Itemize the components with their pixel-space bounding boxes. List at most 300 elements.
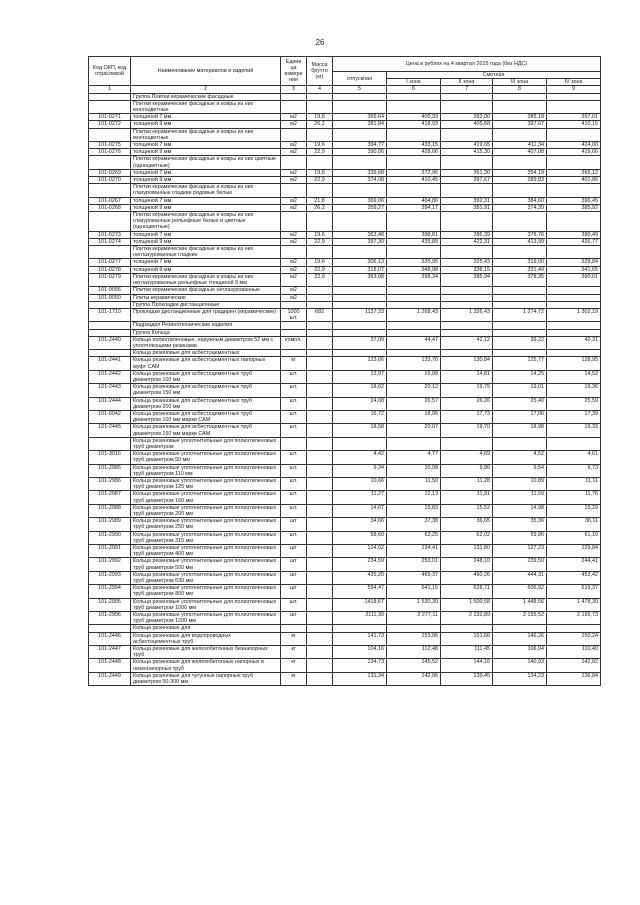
code-cell	[89, 322, 131, 329]
price-table	[88, 56, 601, 686]
price-zone2-cell	[441, 322, 493, 329]
name-cell: толщиной 7 мм	[131, 259, 281, 266]
price-zone1-cell	[387, 301, 441, 308]
name-cell: Плитки керамические фасадные неглазурованные	[131, 287, 281, 294]
code-cell: 101-6042	[89, 410, 131, 423]
unit-cell: м2	[281, 114, 307, 121]
price-zone4-cell: 426,77	[547, 238, 601, 245]
price-zone2-cell: 11,91	[441, 491, 493, 504]
code-cell: 101-0278	[89, 266, 131, 273]
price-zone3-cell: 374,39	[493, 204, 547, 211]
price-zone3-cell: 354,19	[493, 169, 547, 176]
price-zone4-cell	[547, 128, 601, 141]
price-zone3-cell: 127,23	[493, 545, 547, 558]
code-cell	[89, 437, 131, 450]
price-release-cell: 397,30	[333, 238, 387, 245]
mass-cell	[307, 100, 333, 113]
unit-cell: шт.	[281, 451, 307, 464]
price-zone2-cell: 36,65	[441, 518, 493, 531]
price-release-cell	[333, 329, 387, 336]
mass-cell: 19,6	[307, 142, 333, 149]
unit-cell: м2	[281, 204, 307, 211]
price-zone3-cell: 25,40	[493, 397, 547, 410]
name-cell: Кольца резиновые уплотнительные для полиэтиленовых труб диаметром 800 мм	[131, 585, 281, 598]
header-zone-1: I зона	[387, 79, 441, 86]
unit-cell: м2	[281, 121, 307, 128]
mass-cell	[307, 491, 333, 504]
code-cell: 101-9050	[89, 294, 131, 301]
price-release-cell: 11,27	[333, 491, 387, 504]
price-zone1-cell	[387, 184, 441, 197]
unit-cell: кг	[281, 659, 307, 672]
price-zone2-cell: 325,43	[441, 259, 493, 266]
price-zone3-cell: 4,52	[493, 451, 547, 464]
price-release-cell: 369,06	[333, 197, 387, 204]
column-number: 6	[387, 86, 441, 93]
mass-cell	[307, 585, 333, 598]
group-row	[89, 128, 601, 141]
table-row	[89, 294, 601, 301]
code-cell: 101-2448	[89, 659, 131, 672]
price-release-cell: 18,62	[333, 384, 387, 397]
price-zone4-cell: 17,39	[547, 410, 601, 423]
mass-cell	[307, 336, 333, 349]
price-zone2-cell: 422,31	[441, 238, 493, 245]
price-zone2-cell: 9,86	[441, 464, 493, 477]
price-release-cell: 369,64	[333, 114, 387, 121]
price-zone3-cell: 606,92	[493, 585, 547, 598]
header-mass: Масса брутто (кг)	[307, 57, 333, 86]
name-cell: Кольца резиновые уплотнительные для полиэтиленовых труб диаметром 630 мм	[131, 571, 281, 584]
price-zone1-cell: 26,57	[387, 397, 441, 410]
unit-cell: м2	[281, 294, 307, 301]
column-number: 3	[281, 86, 307, 93]
name-cell: Группа Кольца	[131, 329, 281, 336]
mass-cell	[307, 464, 333, 477]
unit-cell: кг	[281, 672, 307, 685]
mass-cell	[307, 531, 333, 544]
table-row	[89, 632, 601, 645]
code-cell: 101-0274	[89, 238, 131, 245]
price-release-cell: 18,58	[333, 424, 387, 437]
group-row	[89, 100, 601, 113]
price-zone4-cell: 328,84	[547, 259, 601, 266]
price-zone4-cell: 11,76	[547, 491, 601, 504]
name-cell: Кольца резиновые для железобетонных безнапорных труб	[131, 646, 281, 659]
price-release-cell: 24,68	[333, 397, 387, 410]
table-row	[89, 384, 601, 397]
table-row	[89, 585, 601, 598]
table-row	[89, 659, 601, 672]
price-zone2-cell: 392,00	[441, 114, 493, 121]
price-zone2-cell: 419,65	[441, 142, 493, 149]
unit-cell	[281, 212, 307, 232]
name-cell: Кольца резиновые уплотнительные для полиэтиленовых труб диаметром 1000 мм	[131, 598, 281, 611]
price-zone4-cell	[547, 100, 601, 113]
unit-cell	[281, 246, 307, 259]
group-row	[89, 246, 601, 259]
price-zone1-cell	[387, 294, 441, 301]
name-cell: Кольца резиновые уплотнительные для полиэтиленовых труб диаметром 1200 мм	[131, 612, 281, 625]
mass-cell	[307, 294, 333, 301]
price-zone3-cell: 146,26	[493, 632, 547, 645]
name-cell: толщиной 9 мм	[131, 121, 281, 128]
name-cell: Кольца резиновые уплотнительные для полиэтиленовых труб диаметром 500 мм	[131, 558, 281, 571]
code-cell	[89, 156, 131, 169]
price-zone2-cell: 392,31	[441, 197, 493, 204]
name-cell: Плиты керамические	[131, 294, 281, 301]
name-cell: Плитки керамические фасадные и ковры из них глазурованные рельефные белые и цветные (одноцветные)	[131, 212, 281, 232]
price-release-cell	[333, 350, 387, 357]
mass-cell	[307, 632, 333, 645]
price-release-cell: 124,62	[333, 545, 387, 558]
price-release-cell	[333, 294, 387, 301]
name-cell: Кольца резиновые для асбестоцементных труб диаметром 200 мм	[131, 397, 281, 410]
price-zone2-cell: 4,69	[441, 451, 493, 464]
price-zone2-cell	[441, 350, 493, 357]
price-zone4-cell: 453,42	[547, 571, 601, 584]
price-zone2-cell	[441, 625, 493, 632]
name-cell: Кольца резиновые уплотнительные для полиэтиленовых труб диаметром 250 мм	[131, 518, 281, 531]
price-zone3-cell: 444,31	[493, 571, 547, 584]
price-zone4-cell	[547, 246, 601, 259]
price-zone4-cell	[547, 184, 601, 197]
column-number: 8	[493, 86, 547, 93]
price-release-cell: 363,48	[333, 231, 387, 238]
unit-cell: м2	[281, 231, 307, 238]
price-zone4-cell: 9,73	[547, 464, 601, 477]
mass-cell	[307, 357, 333, 370]
name-cell: Кольца резиновые для асбестоцементных труб диаметром 100 мм	[131, 370, 281, 383]
price-zone1-cell	[387, 625, 441, 632]
group-row	[89, 329, 601, 336]
table-row	[89, 259, 601, 266]
mass-cell	[307, 598, 333, 611]
price-zone4-cell	[547, 156, 601, 169]
price-release-cell	[333, 287, 387, 294]
price-zone2-cell	[441, 329, 493, 336]
code-cell: 101-0275	[89, 142, 131, 149]
price-zone2-cell: 111,45	[441, 646, 493, 659]
unit-cell: шт	[281, 558, 307, 571]
price-zone4-cell: 424,00	[547, 142, 601, 149]
price-zone2-cell: 385,94	[441, 273, 493, 286]
unit-cell: шт.	[281, 410, 307, 423]
price-zone3-cell: 134,23	[493, 672, 547, 685]
price-zone2-cell	[441, 301, 493, 308]
price-zone1-cell: 641,15	[387, 585, 441, 598]
price-zone3-cell: 35,36	[493, 518, 547, 531]
price-release-cell: 10,66	[333, 477, 387, 490]
price-zone2-cell: 248,10	[441, 558, 493, 571]
price-zone3-cell	[493, 301, 547, 308]
unit-cell	[281, 156, 307, 169]
price-zone3-cell	[493, 246, 547, 259]
group-row	[89, 322, 601, 329]
table-row	[89, 545, 601, 558]
price-zone1-cell: 112,48	[387, 646, 441, 659]
name-cell: Плитки керамические фасадные и ковры из них многоцветные	[131, 100, 281, 113]
price-zone3-cell: 14,98	[493, 504, 547, 517]
header-price-title: Цена в рублях на 4 квартал 2015 года (без НДС)	[333, 57, 601, 72]
name-cell: Плитки керамические фасадные и ковры из них глазурованные гладкие рядовые белые	[131, 184, 281, 197]
price-zone2-cell	[441, 246, 493, 259]
code-cell	[89, 329, 131, 336]
price-release-cell: 374,08	[333, 177, 387, 184]
table-row	[89, 336, 601, 349]
price-zone1-cell: 20,07	[387, 424, 441, 437]
price-release-cell: 363,08	[333, 273, 387, 286]
code-cell: 101-2993	[89, 571, 131, 584]
name-cell: толщиной 7 мм	[131, 142, 281, 149]
group-row	[89, 93, 601, 100]
mass-cell	[307, 571, 333, 584]
price-zone4-cell: 365,12	[547, 169, 601, 176]
mass-cell	[307, 350, 333, 357]
price-release-cell	[333, 322, 387, 329]
price-zone2-cell: 14,81	[441, 370, 493, 383]
column-number: 5	[333, 86, 387, 93]
code-cell: 101-0279	[89, 273, 131, 286]
price-zone4-cell: 396,45	[547, 197, 601, 204]
header-code: Код ОКП, код отраслевой	[89, 57, 131, 86]
price-zone2-cell: 338,15	[441, 266, 493, 273]
column-number: 4	[307, 86, 333, 93]
code-cell: 101-2991	[89, 545, 131, 558]
name-cell: Подраздел Резинотехнические изделия	[131, 322, 281, 329]
table-row	[89, 451, 601, 464]
unit-cell: шт.	[281, 531, 307, 544]
table-row	[89, 397, 601, 410]
mass-cell	[307, 384, 333, 397]
unit-cell: кг	[281, 632, 307, 645]
mass-cell	[307, 410, 333, 423]
price-release-cell: 141,73	[333, 632, 387, 645]
mass-cell	[307, 246, 333, 259]
page-number: 26	[315, 38, 325, 47]
group-row	[89, 350, 601, 357]
table-row	[89, 273, 601, 286]
code-cell	[89, 625, 131, 632]
name-cell: толщиной 9 мм	[131, 238, 281, 245]
mass-cell: 19,6	[307, 259, 333, 266]
price-release-cell: 134,73	[333, 659, 387, 672]
name-cell: Плитки керамические фасадные и ковры из них неглазурованные рельефные толщиной 9 мм	[131, 273, 281, 286]
code-cell	[89, 301, 131, 308]
price-zone2-cell: 361,30	[441, 169, 493, 176]
code-cell: 101-9056	[89, 287, 131, 294]
price-zone2-cell: 62,02	[441, 531, 493, 544]
price-zone1-cell: 1 530,30	[387, 598, 441, 611]
price-zone1-cell: 405,93	[387, 114, 441, 121]
name-cell: Прокладки дистанционные для градирен (керамические)	[131, 308, 281, 321]
price-zone4-cell: 19,36	[547, 384, 601, 397]
price-release-cell	[333, 625, 387, 632]
unit-cell: компл.	[281, 336, 307, 349]
code-cell: 101-2987	[89, 491, 131, 504]
price-zone4-cell: 15,29	[547, 504, 601, 517]
unit-cell: шт	[281, 518, 307, 531]
unit-cell: м2	[281, 197, 307, 204]
price-zone4-cell: 25,59	[547, 397, 601, 410]
mass-cell: 19,6	[307, 114, 333, 121]
name-cell: Кольца резиновые уплотнительные для полиэтиленовых труб диаметром 110 мм	[131, 464, 281, 477]
name-cell: Кольца резиновые для асбестоцементных труб диаметром 150 мм марки САМ	[131, 424, 281, 437]
code-cell: 101-2441	[89, 357, 131, 370]
table-row	[89, 114, 601, 121]
table-row	[89, 357, 601, 370]
price-zone1-cell: 145,52	[387, 659, 441, 672]
name-cell: Кольца резиновые уплотнительные для полиэтиленовых труб диаметром 315 мм	[131, 531, 281, 544]
code-cell: 101-1710	[89, 308, 131, 321]
table-row	[89, 424, 601, 437]
unit-cell	[281, 437, 307, 450]
mass-cell: 19,6	[307, 169, 333, 176]
code-cell: 101-0271	[89, 114, 131, 121]
name-cell: Кольца резиновые уплотнительные для полиэтиленовых труб диаметром 160 мм	[131, 491, 281, 504]
code-cell: 101-2985	[89, 464, 131, 477]
price-zone3-cell: 1 274,72	[493, 308, 547, 321]
price-zone4-cell: 385,92	[547, 204, 601, 211]
price-zone4-cell: 110,40	[547, 646, 601, 659]
table-row	[89, 612, 601, 625]
price-zone2-cell: 386,39	[441, 231, 493, 238]
unit-cell: шт.	[281, 397, 307, 410]
unit-cell: шт.	[281, 464, 307, 477]
price-zone2-cell: 2 232,89	[441, 612, 493, 625]
price-zone4-cell: 128,95	[547, 357, 601, 370]
price-release-cell: 435,20	[333, 571, 387, 584]
unit-cell	[281, 329, 307, 336]
group-row	[89, 437, 601, 450]
code-cell	[89, 93, 131, 100]
name-cell: Группа Прокладки дистанционные	[131, 301, 281, 308]
name-cell: Кольца резиновые для асбестоцементных труб диаметром 100 мм марки САМ	[131, 410, 281, 423]
price-zone4-cell: 341,65	[547, 266, 601, 273]
price-zone3-cell: 39,22	[493, 336, 547, 349]
mass-cell	[307, 625, 333, 632]
price-release-cell: 359,27	[333, 204, 387, 211]
mass-cell	[307, 397, 333, 410]
price-zone1-cell: 10,08	[387, 464, 441, 477]
table-row	[89, 531, 601, 544]
code-cell: 101-0267	[89, 197, 131, 204]
price-zone2-cell	[441, 184, 493, 197]
name-cell: толщиной 7 мм	[131, 114, 281, 121]
price-zone2-cell: 405,68	[441, 121, 493, 128]
code-cell: 101-2440	[89, 336, 131, 349]
price-zone1-cell: 37,38	[387, 518, 441, 531]
unit-cell: кг	[281, 646, 307, 659]
mass-cell	[307, 301, 333, 308]
mass-cell	[307, 672, 333, 685]
price-zone1-cell: 18,06	[387, 410, 441, 423]
mass-cell	[307, 659, 333, 672]
unit-cell: шт	[281, 585, 307, 598]
mass-cell: 22,9	[307, 177, 333, 184]
price-zone2-cell	[441, 437, 493, 450]
unit-cell	[281, 322, 307, 329]
price-zone2-cell: 131,80	[441, 545, 493, 558]
price-zone2-cell	[441, 294, 493, 301]
name-cell: Кольца резиновые уплотнительные для полиэтиленовых труб диаметром 200 мм	[131, 504, 281, 517]
mass-cell: 26,2	[307, 204, 333, 211]
price-release-cell: 594,47	[333, 585, 387, 598]
price-zone3-cell: 14,25	[493, 370, 547, 383]
price-zone3-cell	[493, 100, 547, 113]
price-zone1-cell: 1 268,43	[387, 308, 441, 321]
price-zone1-cell: 153,06	[387, 632, 441, 645]
mass-cell	[307, 184, 333, 197]
table-body	[89, 93, 601, 686]
price-zone3-cell	[493, 184, 547, 197]
name-cell: Кольца резиновые для асбестоцементных труб диаметром 150 мм	[131, 384, 281, 397]
code-cell: 101-0269	[89, 169, 131, 176]
name-cell: толщиной 7 мм	[131, 231, 281, 238]
name-cell: Кольца резиновые уплотнительные для полиэтиленовых труб диаметром 125 мм	[131, 477, 281, 490]
unit-cell: м2	[281, 142, 307, 149]
price-release-cell	[333, 100, 387, 113]
unit-cell: 1000 шт.	[281, 308, 307, 321]
price-zone3-cell: 239,50	[493, 558, 547, 571]
name-cell: толщиной 9 мм	[131, 149, 281, 156]
table-row	[89, 287, 601, 294]
code-cell: 101-2443	[89, 384, 131, 397]
unit-cell: м2	[281, 266, 307, 273]
price-zone2-cell: 19,70	[441, 424, 493, 437]
price-zone1-cell: 418,93	[387, 121, 441, 128]
price-zone3-cell	[493, 625, 547, 632]
price-zone1-cell: 435,89	[387, 238, 441, 245]
price-zone4-cell: 142,82	[547, 659, 601, 672]
name-cell: толщиной 9 мм	[131, 204, 281, 211]
header-zone-3: III зона	[493, 79, 547, 86]
price-zone2-cell: 151,66	[441, 632, 493, 645]
price-zone2-cell	[441, 128, 493, 141]
price-zone1-cell	[387, 350, 441, 357]
price-zone3-cell: 397,67	[493, 121, 547, 128]
price-zone1-cell	[387, 128, 441, 141]
mass-cell	[307, 128, 333, 141]
table-row	[89, 177, 601, 184]
price-zone1-cell: 469,37	[387, 571, 441, 584]
price-zone4-cell	[547, 212, 601, 232]
column-number: 9	[547, 86, 601, 93]
price-zone1-cell: 15,08	[387, 370, 441, 383]
code-cell: 101-2988	[89, 504, 131, 517]
name-cell: толщиной 7 мм	[131, 197, 281, 204]
price-zone3-cell	[493, 350, 547, 357]
price-zone2-cell: 139,45	[441, 672, 493, 685]
price-zone1-cell	[387, 329, 441, 336]
price-zone3-cell: 413,99	[493, 238, 547, 245]
price-zone3-cell: 2 155,52	[493, 612, 547, 625]
price-zone1-cell: 335,95	[387, 259, 441, 266]
table-row	[89, 504, 601, 517]
price-release-cell: 16,72	[333, 410, 387, 423]
unit-cell	[281, 184, 307, 197]
mass-cell: 19,6	[307, 231, 333, 238]
table-row	[89, 266, 601, 273]
table-row	[89, 558, 601, 571]
price-zone4-cell: 619,37	[547, 585, 601, 598]
unit-cell: м2	[281, 273, 307, 286]
name-cell: толщиной 9 мм	[131, 266, 281, 273]
mass-cell: 22,9	[307, 149, 333, 156]
price-zone1-cell: 134,41	[387, 545, 441, 558]
code-cell: 101-0270	[89, 177, 131, 184]
price-release-cell: 123,06	[333, 357, 387, 370]
